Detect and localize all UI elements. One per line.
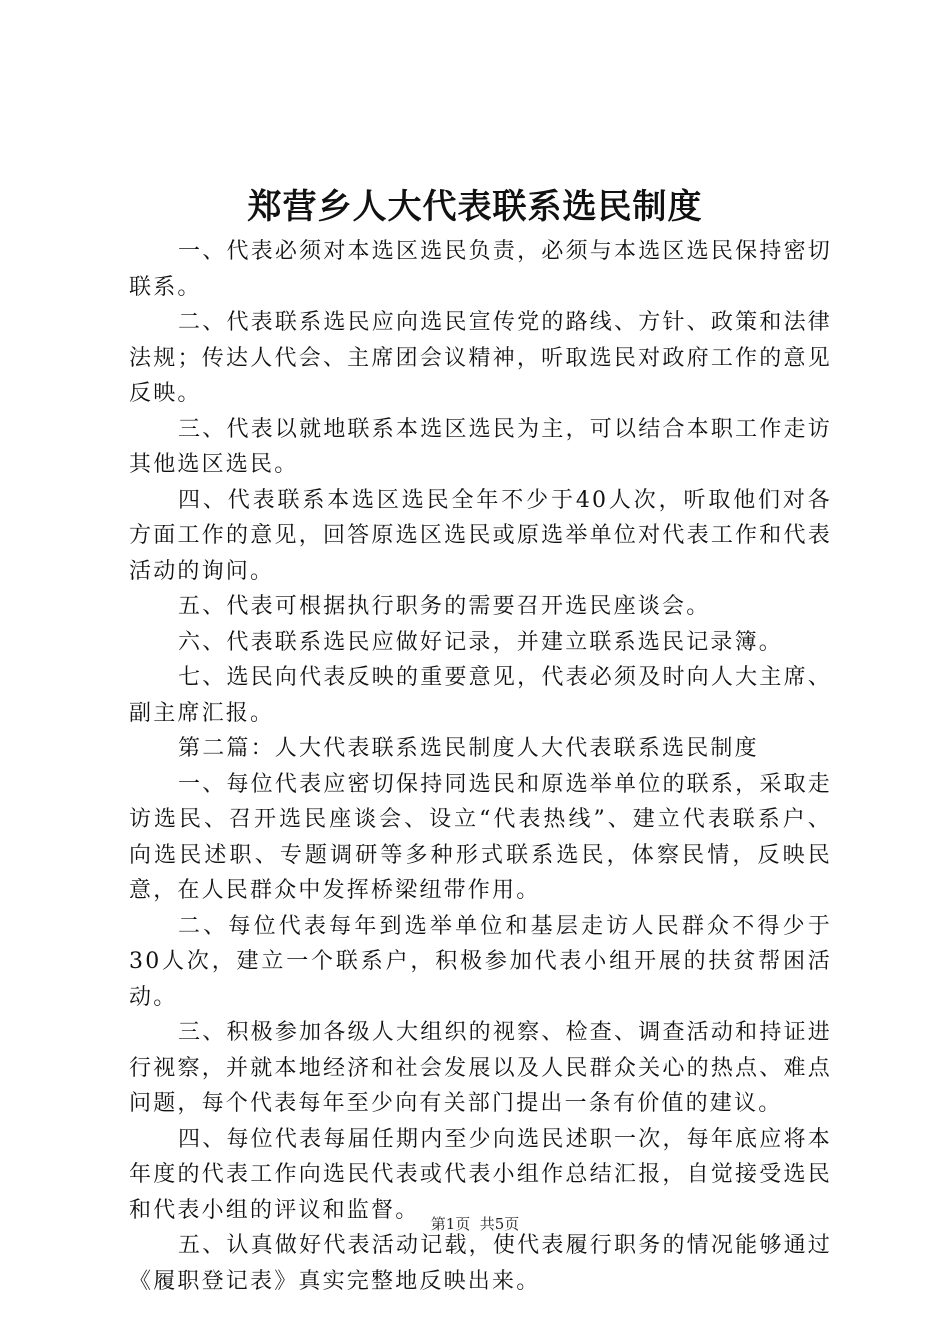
paragraph: 一、代表必须对本选区选民负责，必须与本选区选民保持密切联系。 [129, 239, 832, 300]
document-title: 郑营乡人大代表联系选民制度 [247, 187, 703, 227]
paragraph: 二、代表联系选民应向选民宣传党的路线、方针、政策和法律法规；传达人代会、主席团会议精神，听取选民对政府工作的意见反映。 [129, 310, 832, 406]
paragraph: 四、代表联系本选区选民全年不少于40人次，听取他们对各方面工作的意见，回答原选区选民或原选举单位对代表工作和代表活动的询问。 [129, 487, 832, 584]
paragraph: 四、每位代表每届任期内至少向选民述职一次，每年底应将本年度的代表工作向选民代表或代表小组作总结汇报，自觉接受选民和代表小组的评议和监督。 [129, 1126, 832, 1223]
paragraph: 七、选民向代表反映的重要意见，代表必须及时向人大主席、副主席汇报。 [129, 665, 832, 726]
paragraph: 三、积极参加各级人大组织的视察、检查、调查活动和持证进行视察，并就本地经济和社会发展以及人民群众关心的热点、难点问题，每个代表每年至少向有关部门提出一条有价值的建议。 [129, 1020, 832, 1116]
section-heading: 第二篇：人大代表联系选民制度人大代表联系选民制度 [178, 736, 759, 761]
paragraph: 一、每位代表应密切保持同选民和原选举单位的联系，采取走访选民、召开选民座谈会、设立“代表热线”、建立代表联系户、向选民述职、专题调研等多种形式联系选民，体察民情，反映民意，在人民群众中发挥桥梁纽带作用。 [129, 771, 832, 903]
paragraph: 三、代表以就地联系本选区选民为主，可以结合本职工作走访其他选区选民。 [129, 416, 832, 477]
page-number: 第1页 共5页 [430, 1215, 520, 1233]
paragraph: 五、代表可根据执行职务的需要召开选民座谈会。 [178, 594, 711, 619]
page-footer [0, 1214, 950, 1234]
document-body [129, 234, 832, 1299]
paragraph: 二、每位代表每年到选举单位和基层走访人民群众不得少于30人次，建立一个联系户，积极参加代表小组开展的扶贫帮困活动。 [129, 913, 832, 1010]
paragraph: 六、代表联系选民应做好记录，并建立联系选民记录簿。 [178, 629, 784, 655]
paragraph: 五、认真做好代表活动记载，使代表履行职务的情况能够通过《履职登记表》真实完整地反映出来。 [129, 1233, 832, 1294]
